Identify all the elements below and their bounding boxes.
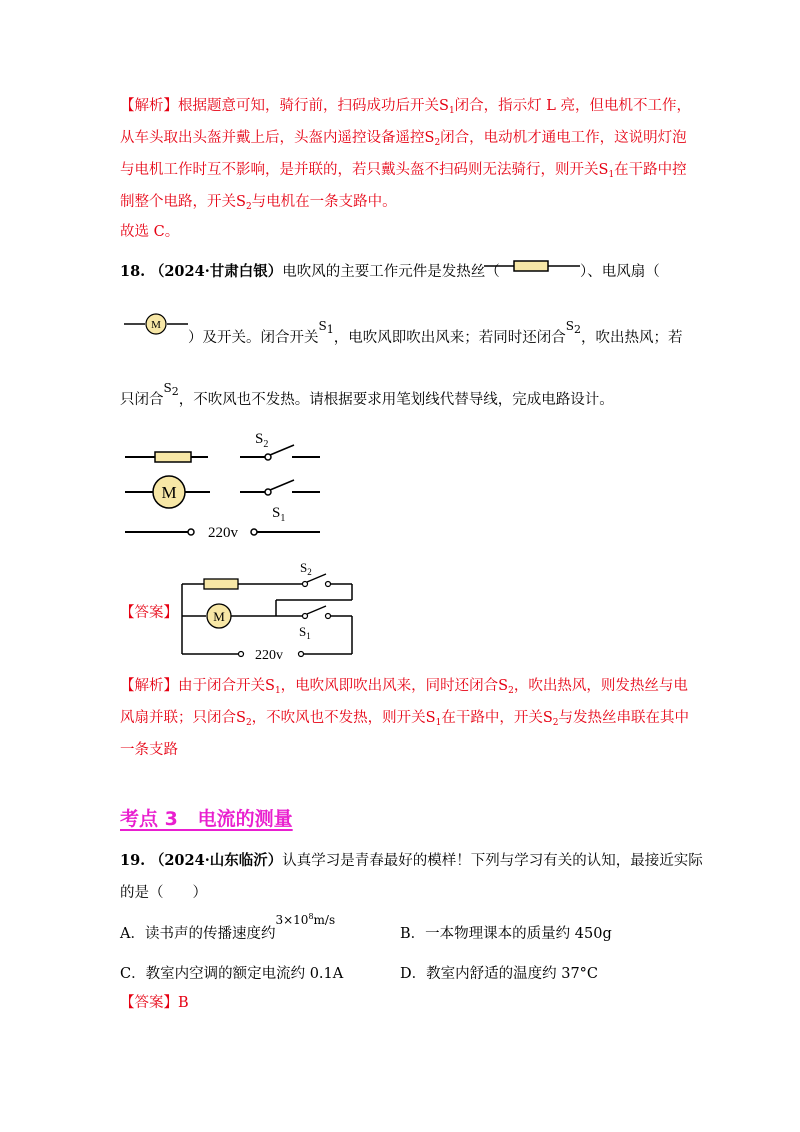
question-source: （2024·甘肃白银） xyxy=(149,263,283,280)
subscript: 2 xyxy=(245,202,252,212)
component-diagram xyxy=(120,425,330,550)
switch-label-s2 xyxy=(163,381,179,398)
value: 3×10 xyxy=(275,913,309,927)
text: 风扇并联；只闭合 xyxy=(120,710,236,726)
switch-label-s1 xyxy=(318,319,334,336)
s2-label: $S_2$ xyxy=(300,560,312,577)
subscript: 2 xyxy=(508,686,514,696)
answer-circuit-diagram xyxy=(176,558,362,663)
text: ）及开关。闭合开关 xyxy=(188,330,319,346)
q18-analysis-line-3: 一条支路 xyxy=(120,742,178,758)
text: 电吹风的主要工作元件是发热丝（ xyxy=(282,264,500,280)
text: 由于闭合开关 xyxy=(178,678,265,694)
q19-answer xyxy=(120,992,189,1014)
option-text: A．读书声的传播速度约 xyxy=(120,926,276,942)
text: ，电吹风即吹出风来，同时还闭合 xyxy=(280,678,499,694)
section-heading: 考点 3 电流的测量 xyxy=(120,808,293,830)
motor-symbol xyxy=(124,313,188,335)
s1-switch-blade xyxy=(270,480,294,490)
q19-line-1 xyxy=(120,850,703,872)
q18-line-2 xyxy=(188,319,683,349)
switch-label: S xyxy=(424,130,435,146)
q18-line-3 xyxy=(120,381,614,411)
switch-label-s2 xyxy=(565,319,581,336)
option-a-value xyxy=(275,913,335,927)
option-b: B．一本物理课本的质量约 450g xyxy=(400,926,612,942)
subscript: 2 xyxy=(245,718,252,728)
subscript: 1 xyxy=(326,323,334,336)
text: ，不吹风也不发热。请根据要求用笔划线代替导线，完成电路设计。 xyxy=(178,392,614,408)
q17-analysis-line-4 xyxy=(120,191,397,213)
q17-analysis-line-3 xyxy=(120,159,687,181)
resistor-symbol xyxy=(484,258,580,274)
q19-line-2: 的是（ ） xyxy=(120,885,207,901)
subscript: 2 xyxy=(552,718,559,728)
q18-analysis-line-1 xyxy=(120,675,688,697)
voltage-label: 220v xyxy=(208,525,238,541)
switch-letter: S xyxy=(318,319,327,333)
option-d: D．教室内舒适的温度约 37°C xyxy=(400,966,599,982)
analysis-tag: 【解析】 xyxy=(120,98,178,114)
text: 与发热丝串联在其中 xyxy=(558,710,690,726)
motor-label: M xyxy=(213,609,225,624)
text: 与电机工作时互不影响，是并联的，若只戴头盔不扫码则无法骑行，则开关 xyxy=(120,162,599,178)
subscript: 1 xyxy=(448,106,455,116)
voltage-label: 220v xyxy=(255,648,283,663)
question-number: 18. xyxy=(120,263,146,280)
motor-label: M xyxy=(161,483,177,502)
heater-resistor xyxy=(155,452,191,462)
s1-label: $S_1$ xyxy=(272,505,286,524)
subscript: 2 xyxy=(434,138,441,148)
s2-switch-blade xyxy=(270,445,294,455)
unit: m/s xyxy=(313,913,336,927)
switch-letter: S xyxy=(163,381,172,395)
switch-label: S xyxy=(542,710,553,726)
answer-value: B xyxy=(178,995,189,1011)
q18-line-1b: ）、电风扇（ xyxy=(580,264,660,280)
text: 闭合，指示灯 L 亮，但电机不工作， xyxy=(454,98,692,114)
subscript: 1 xyxy=(274,686,281,696)
text: ，不吹风也不发热，则开关 xyxy=(251,710,426,726)
switch-label: S xyxy=(439,98,449,114)
text: ，吹出热风，则发热丝与电 xyxy=(513,678,688,694)
text: 闭合，电动机才通电工作，这说明灯泡 xyxy=(440,130,687,146)
text: 认真学习是青春最好的模样！下列与学习有关的认知，最接近实际 xyxy=(282,853,703,869)
text: 在干路中，开关 xyxy=(441,710,543,726)
text: 在干路中控 xyxy=(614,162,687,178)
s2-label: $S_2$ xyxy=(255,431,269,450)
subscript: 2 xyxy=(171,385,179,398)
subscript: 1 xyxy=(608,170,615,180)
switch-label: S xyxy=(236,710,246,726)
subscript: 2 xyxy=(573,323,581,336)
s1-label: $S_1$ xyxy=(299,624,311,641)
answer-tag: 【答案】 xyxy=(120,995,178,1011)
svg-text:M: M xyxy=(151,319,161,331)
q18-analysis-line-2 xyxy=(120,707,689,729)
text: 只闭合 xyxy=(120,392,164,408)
q18-answer-tag: 【答案】 xyxy=(120,605,178,621)
text: ，电吹风即吹出风来；若同时还闭合 xyxy=(333,330,566,346)
text: 根据题意可知，骑行前，扫码成功后开关 xyxy=(178,98,439,114)
switch-label: S xyxy=(236,194,246,210)
switch-label: S xyxy=(425,710,436,726)
exponent: 8 xyxy=(308,912,314,921)
text: 与电机在一条支路中。 xyxy=(251,194,397,210)
analysis-tag: 【解析】 xyxy=(120,678,178,694)
q17-choice: 故选 C。 xyxy=(120,224,180,240)
q17-analysis-line-2 xyxy=(120,127,687,149)
text: 制整个电路，开关 xyxy=(120,194,236,210)
switch-label: S xyxy=(265,678,275,694)
text: 从车头取出头盔并戴上后，头盔内遥控设备遥控 xyxy=(120,130,425,146)
question-number: 19. xyxy=(120,852,146,869)
text: ，吹出热风；若 xyxy=(580,330,683,346)
question-source: （2024·山东临沂） xyxy=(149,852,283,869)
option-c: C．教室内空调的额定电流约 0.1A xyxy=(120,966,344,982)
switch-label: S xyxy=(598,162,609,178)
switch-label: S xyxy=(498,678,509,694)
subscript: 1 xyxy=(435,718,442,728)
q18-line-1 xyxy=(120,261,500,283)
switch-letter: S xyxy=(565,319,574,333)
q17-analysis-line-1 xyxy=(120,95,691,117)
